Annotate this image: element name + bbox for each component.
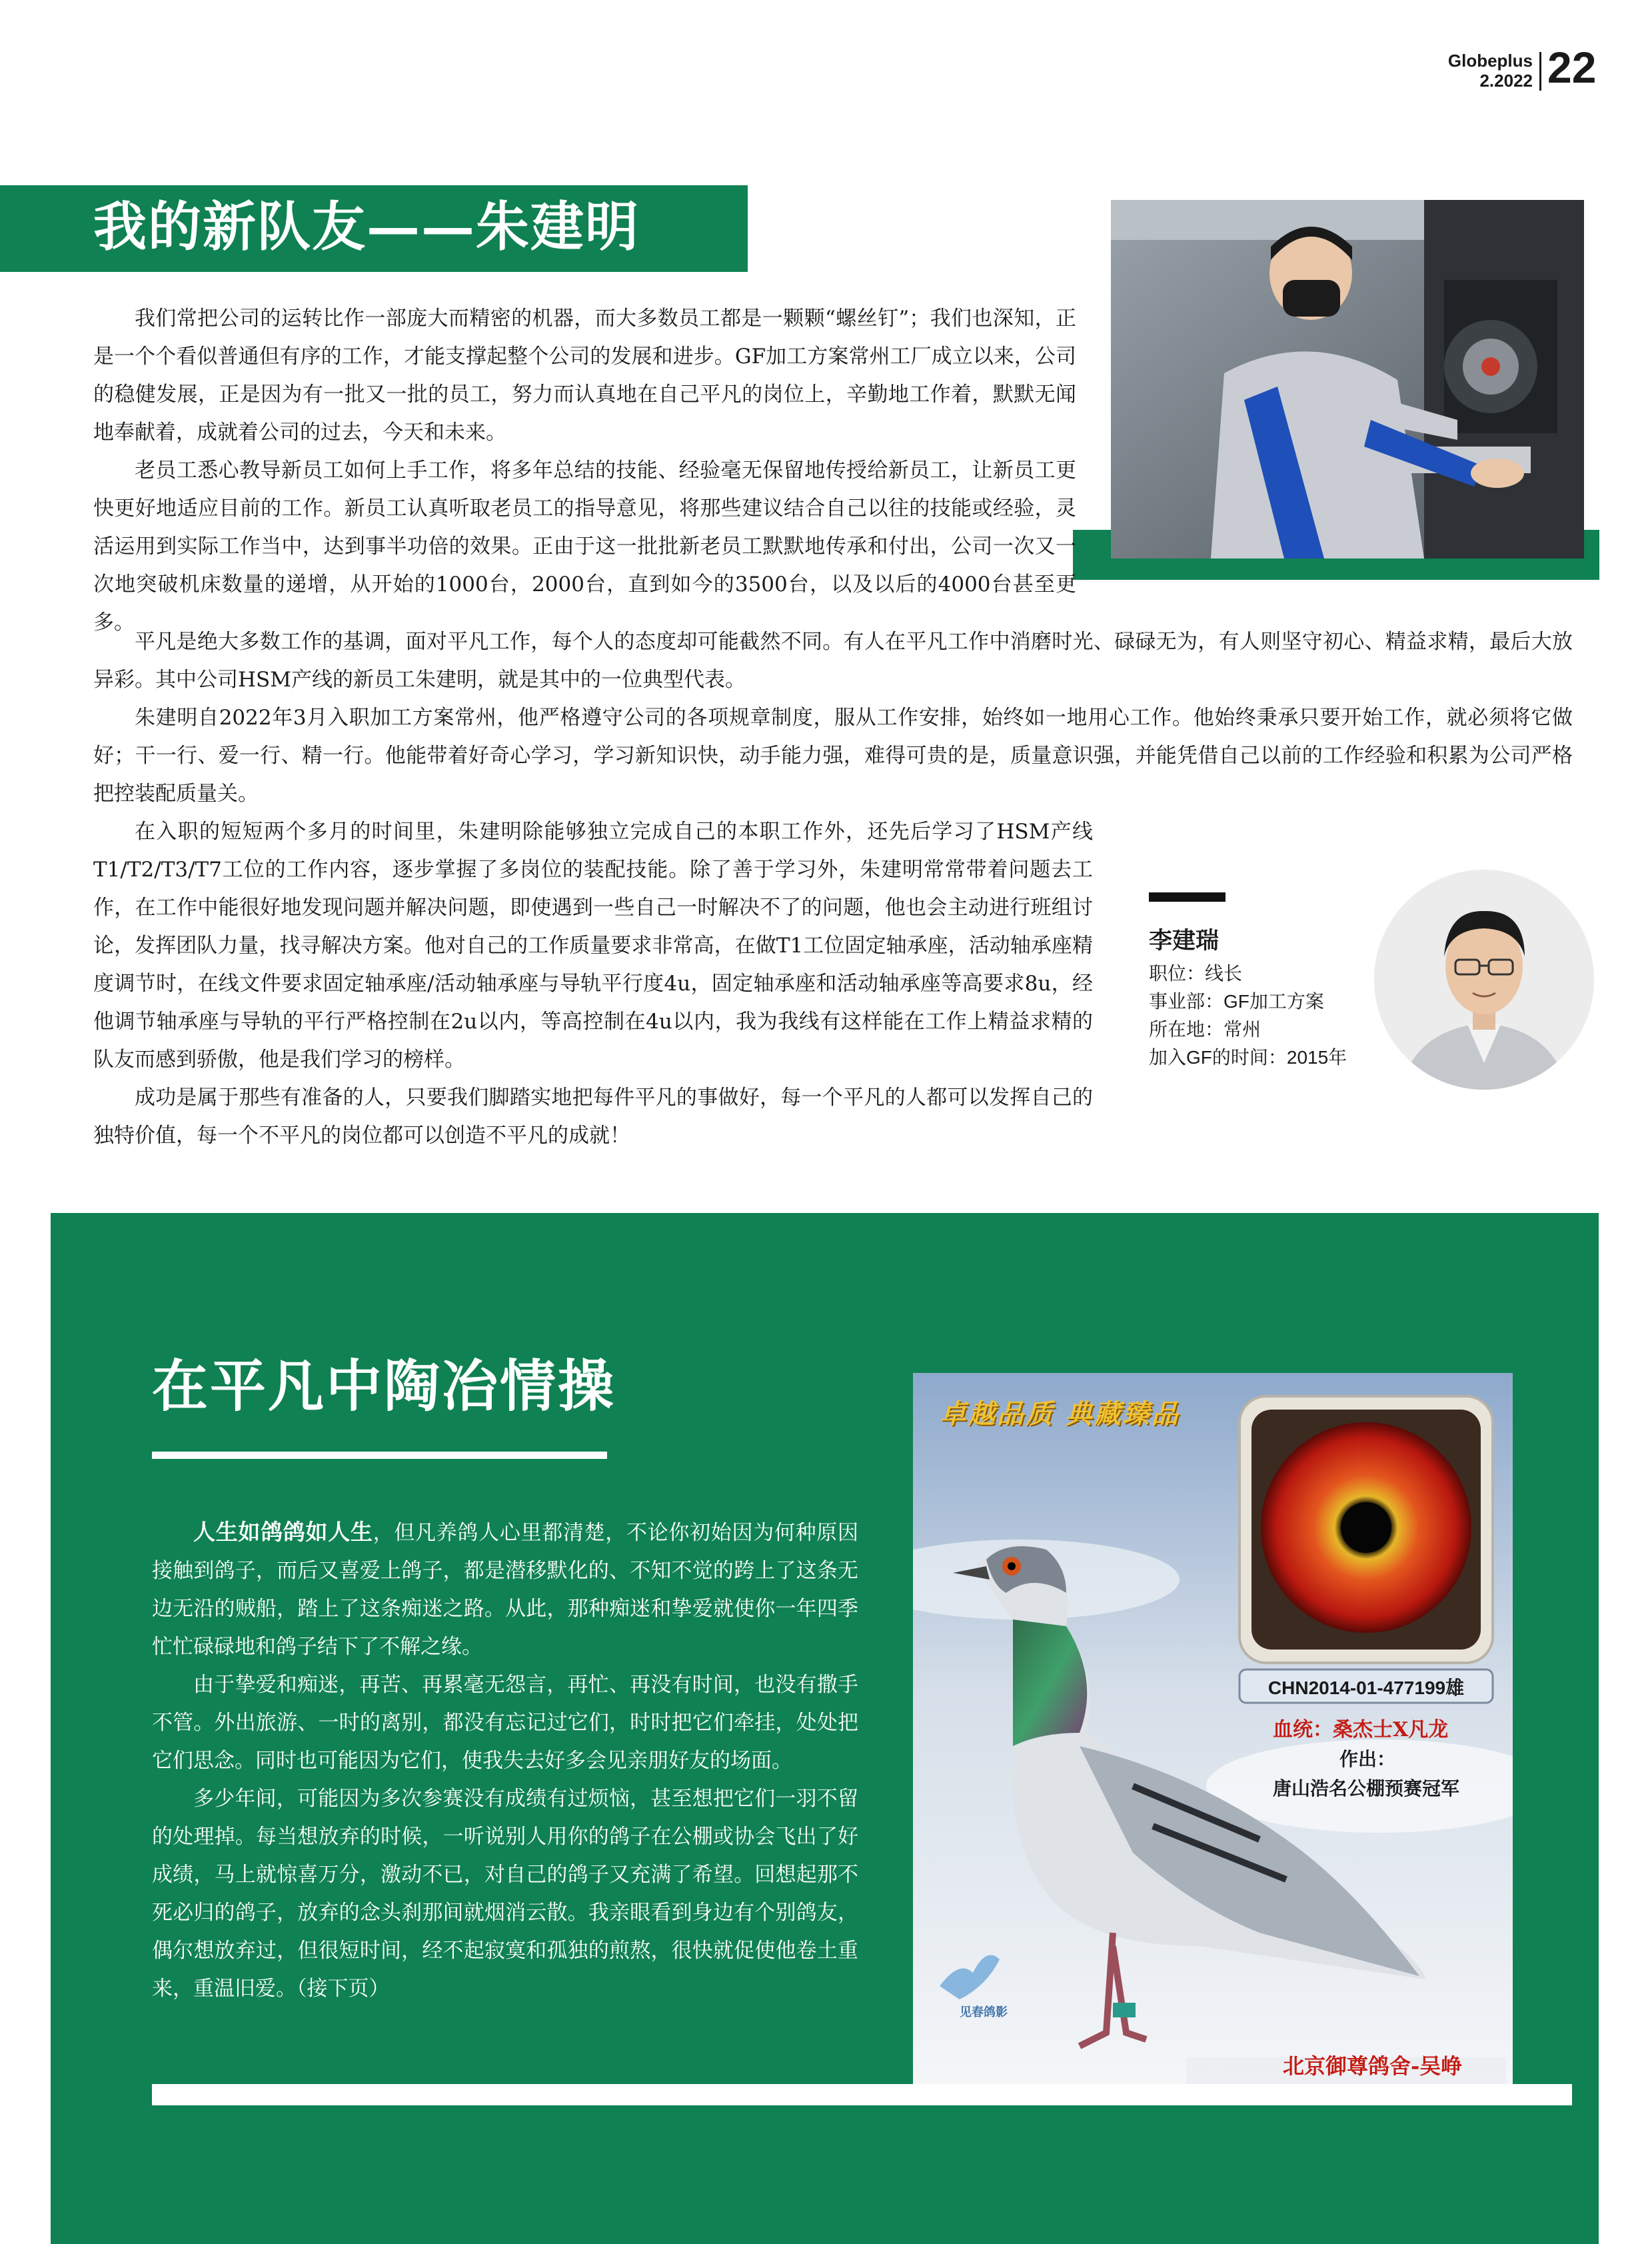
ad-result: 唐山浩名公棚预赛冠军 bbox=[1273, 1777, 1460, 1799]
magazine-masthead bbox=[1439, 51, 1533, 91]
ad-studio-logo: 见春鸽影 bbox=[960, 2005, 1008, 2019]
section1-body bbox=[93, 623, 1573, 813]
ad-ring-number: CHN2014-01-477199雄 bbox=[1267, 1678, 1465, 1698]
section2-title-underline bbox=[152, 1452, 607, 1459]
paragraph: 在入职的短短两个多月的时间里，朱建明除能够独立完成自己的本职工作外，还先后学习了HSM产线T1/T2/T3/T7工位的工作内容，逐步掌握了多岗位的装配技能。除了善于学习外，朱建明常常带着问题去工作，在工作中能很好地发现问题并解决问题，即使遇到一些自己一时解决不了的问题，他也会主动进行班组讨论，发挥团队力量，找寻解决方案。他对自己的工作质量要求非常高，在做T1工位固定轴承座，活动轴承座精度调节时，在线文件要求固定轴承座/活动轴承座与导轨平行度4u，固定轴承座和活动轴承座等高要求8u，经他调节轴承座与导轨的平行严格控制在2u以内，等高控制在4u以内，我为我线有这样能在工作上精益求精的队友而感到骄傲，他是我们学习的榜样。 bbox=[93, 820, 1093, 1072]
paragraph: 朱建明自2022年3月入职加工方案常州，他严格遵守公司的各项规章制度，服从工作安排，始终如一地用心工作。他始终秉承只要开始工作，就必须将它做好；干一行、爱一行、精一行。他能带着好奇心学习，学习新知识快，动手能力强，难得可贵的是，质量意识强，并能凭借自己以前的工作经验和积累为公司严格把控装配质量关。 bbox=[93, 706, 1573, 806]
section1-intro bbox=[93, 300, 1076, 642]
profile-portrait bbox=[1374, 870, 1594, 1090]
page-number: 22 bbox=[1547, 43, 1597, 92]
section2-title: 在平凡中陶冶情操 bbox=[152, 1353, 616, 1419]
issue-number: 2.2022 bbox=[1479, 71, 1533, 91]
pigeon-advertisement bbox=[913, 1373, 1513, 2084]
ad-loft-name: 北京御尊鸽舍-吴峥 bbox=[1283, 2053, 1463, 2079]
paragraph: 成功是属于那些有准备的人，只要我们脚踏实地把每件平凡的事做好，每一个平凡的人都可以发挥自己的独特价值，每一个不平凡的岗位都可以创造不平凡的成就！ bbox=[93, 1086, 1093, 1148]
ad-bloodline: 血统：桑杰士X凡龙 bbox=[1273, 1718, 1449, 1741]
profile-details bbox=[1149, 960, 1347, 1072]
profile-name: 李建瑞 bbox=[1149, 927, 1220, 954]
profile-joined: 加入GF的时间：2015年 bbox=[1149, 1047, 1347, 1068]
lead-paragraph-text: ，但凡养鸽人心里都清楚，不论你初始因为何种原因接触到鸽子，而后又喜爱上鸽子，都是潜移默化的、不知不觉的跨上了这条无边无沿的贼船，踏上了这条痴迷之路。从此，那种痴迷和挚爱就使你一年四季忙忙碌碌地和鸽子结下了不解之缘。 bbox=[152, 1521, 859, 1659]
paragraph: 由于挚爱和痴迷，再苦、再累毫无怨言，再忙、再没有时间，也没有撒手不管。外出旅游、一时的离别，都没有忘记过它们，时时把它们牵挂，处处把它们思念。同时也可能因为它们，使我失去好多会见亲朋好友的场面。 bbox=[152, 1673, 858, 1773]
paragraph: 多少年间，可能因为多次参赛没有成绩有过烦恼，甚至想把它们一羽不留的处理掉。每当想放弃的时候，一听说别人用你的鸽子在公棚或协会飞出了好成绩，马上就惊喜万分，激动不已，对自己的鸽子又充满了希望。回想起那不死必归的鸽子，放弃的念头刹那间就烟消云散。我亲眼看到身边有个别鸽友，偶尔想放弃过，但很短时间，经不起寂寞和孤独的煎熬，很快就促使他卷土重来，重温旧爱。（接下页） bbox=[152, 1787, 858, 2001]
worker-photo bbox=[1111, 200, 1584, 559]
header-divider bbox=[1539, 52, 1541, 91]
lead-phrase: 人生如鸽鸽如人生 bbox=[193, 1519, 373, 1545]
profile-division: 事业部：GF加工方案 bbox=[1149, 991, 1324, 1012]
paragraph: 老员工悉心教导新员工如何上手工作，将多年总结的技能、经验毫无保留地传授给新员工，让新员工更快更好地适应目前的工作。新员工认真听取老员工的指导意见，将那些建议结合自己以往的技能或经验，灵活运用到实际工作当中，达到事半功倍的效果。正由于这一批批新老员工默默地传承和付出，公司一次又一次地突破机床数量的递增，从开始的1000台，2000台，直到如今的3500台，以及以后的4000台甚至更多。 bbox=[93, 459, 1076, 634]
profile-accent-bar bbox=[1149, 892, 1226, 902]
profile-location: 所在地：常州 bbox=[1149, 1019, 1261, 1040]
section1-conclusion bbox=[93, 813, 1093, 1155]
paragraph bbox=[152, 1513, 858, 1666]
section1-title: 我的新队友——朱建明 bbox=[93, 195, 640, 258]
magazine-name: Globeplus bbox=[1447, 51, 1533, 71]
section2-body bbox=[152, 1513, 858, 2008]
profile-position: 职位：线长 bbox=[1149, 963, 1243, 984]
section2-bottom-band bbox=[152, 2084, 1572, 2105]
ad-result-label: 作出： bbox=[1339, 1748, 1396, 1770]
paragraph: 我们常把公司的运转比作一部庞大而精密的机器，而大多数员工都是一颗颗“螺丝钉”；我们也深知，正是一个个看似普通但有序的工作，才能支撑起整个公司的发展和进步。GF加工方案常州工厂成立以来，公司的稳健发展，正是因为有一批又一批的员工，努力而认真地在自己平凡的岗位上，辛勤地工作着，默默无闻地奉献着，成就着公司的过去，今天和未来。 bbox=[93, 307, 1076, 445]
ad-slogan: 卓越品质 典藏臻品 bbox=[940, 1398, 1180, 1430]
paragraph: 平凡是绝大多数工作的基调，面对平凡工作，每个人的态度却可能截然不同。有人在平凡工作中消磨时光、碌碌无为，有人则坚守初心、精益求精，最后大放异彩。其中公司HSM产线的新员工朱建明，就是其中的一位典型代表。 bbox=[93, 630, 1573, 692]
